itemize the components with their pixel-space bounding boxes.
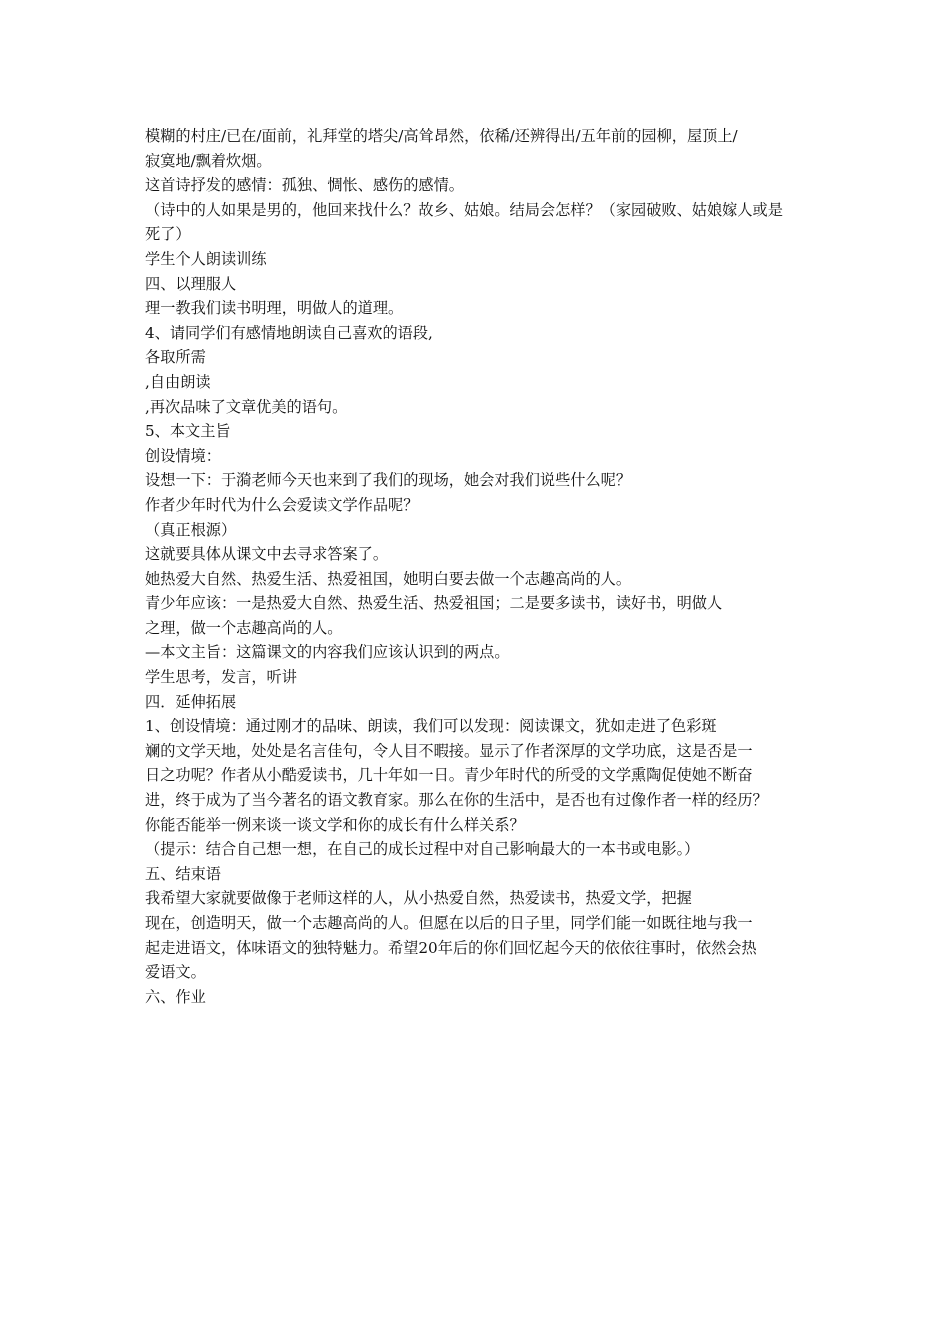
- text-line: 死了）: [145, 225, 191, 244]
- text-line: 现在，创造明天，做一个志趣高尚的人。但愿在以后的日子里，同学们能一如既往地与我一: [145, 914, 753, 932]
- text-line: 这首诗抒发的感情：孤独、惆怅、感伤的感情。: [145, 176, 464, 195]
- text-line: 进，终于成为了当今著名的语文教育家。那么在你的生活中，是否也有过像作者一样的经历？: [145, 791, 768, 810]
- text-line: （提示：结合自己想一想，在自己的成长过程中对自己影响最大的一本书或电影。）: [145, 840, 700, 859]
- text-line: 寂寞地/飘着炊烟。: [145, 151, 272, 170]
- text-line: ,自由朗读: [145, 372, 211, 391]
- text-line: （诗中的人如果是男的，他回来找什么？故乡、姑娘。结局会怎样？（家园破败、姑娘嫁人或是: [145, 200, 783, 219]
- section-heading: 五、结束语: [145, 864, 221, 883]
- text-line: 我希望大家就要做像于老师这样的人，从小热爱自然，热爱读书，热爱文学，把握: [145, 889, 692, 908]
- section-heading: 四、以理服人: [145, 274, 237, 293]
- text-line: 起走进语文，体味语文的独特魅力。希望20年后的你们回忆起今天的依依往事时，依然会热: [145, 938, 757, 957]
- text-line: 4、请同学们有感情地朗读自己喜欢的语段,: [145, 323, 433, 342]
- text-line: 创设情境：: [145, 446, 221, 465]
- text-line: 她热爱大自然、热爱生活、热爱祖国，她明白要去做一个志趣高尚的人。: [145, 569, 631, 588]
- section-heading: 六、作业: [145, 987, 206, 1006]
- text-line: 理一教我们读书明理，明做人的道理。: [145, 299, 404, 318]
- text-line: 你能否能举一例来谈一谈文学和你的成长有什么样关系？: [145, 815, 525, 834]
- section-heading: 5、本文主旨: [145, 422, 231, 441]
- section-heading: 四．延伸拓展: [145, 692, 237, 711]
- text-line: 设想一下：于漪老师今天也来到了我们的现场，她会对我们说些什么呢？: [145, 471, 631, 490]
- text-line: 模糊的村庄/已在/面前，礼拜堂的塔尖/高耸昂然，依稀/还辨得出/五年前的园柳，屋顶上/: [145, 127, 738, 145]
- text-line: ,再次品味了文章优美的语句。: [145, 397, 348, 416]
- text-line: 作者少年时代为什么会爱读文学作品呢？: [145, 495, 419, 514]
- text-line: 这就要具体从课文中去寻求答案了。: [145, 545, 388, 564]
- text-line: 各取所需: [145, 348, 206, 367]
- text-line: 青少年应该：一是热爱大自然、热爱生活、热爱祖国；二是要多读书，读好书，明做人: [145, 594, 723, 613]
- text-line: 学生个人朗读训练: [145, 249, 267, 268]
- text-line: 斓的文学天地，处处是名言佳句，令人目不暇接。显示了作者深厚的文学功底，这是否是一: [145, 741, 753, 760]
- text-line: 之理，做一个志趣高尚的人。: [145, 618, 343, 637]
- text-line: 1、创设情境：通过刚才的品味、朗读，我们可以发现：阅读课文，犹如走进了色彩斑: [145, 717, 717, 736]
- text-line: 学生思考，发言，听讲: [145, 668, 297, 687]
- document-body: [145, 124, 825, 1009]
- text-line: 爱语文。: [145, 963, 206, 982]
- text-line: 日之功呢？作者从小酷爱读书，几十年如一日。青少年时代的所受的文学熏陶促使她不断奋: [145, 766, 753, 785]
- text-line: （真正根源）: [145, 520, 237, 539]
- text-line: —本文主旨：这篇课文的内容我们应该认识到的两点。: [145, 643, 510, 662]
